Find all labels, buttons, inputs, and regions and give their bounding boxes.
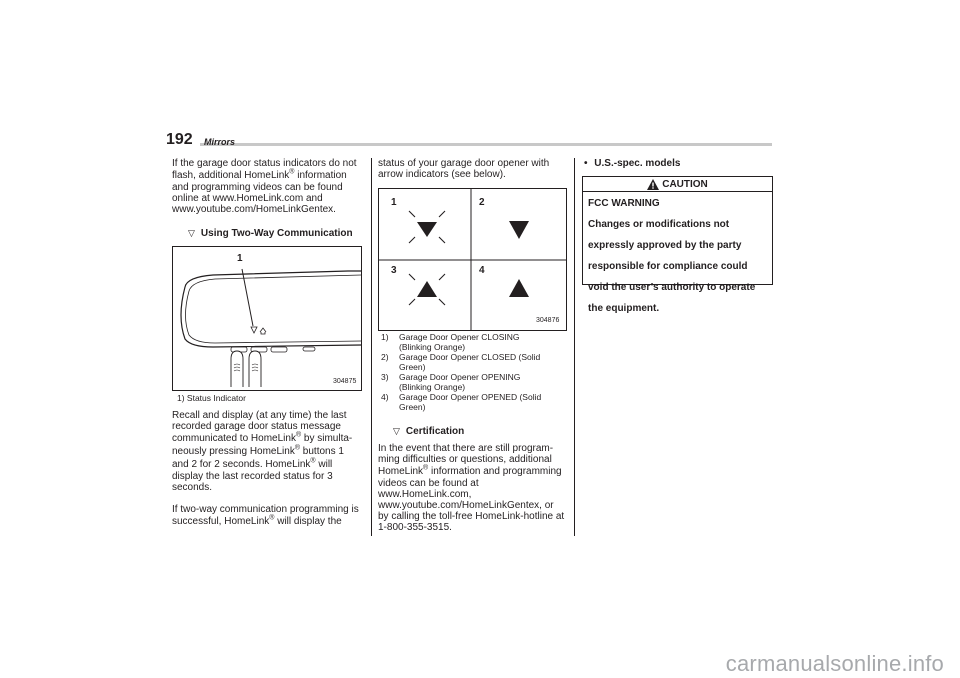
text-line: HomeLink® information and programming bbox=[378, 464, 562, 477]
text-line: www.youtube.com/HomeLinkGentex. bbox=[172, 204, 336, 215]
mirror-button bbox=[303, 347, 315, 351]
status-indicator-figure bbox=[172, 246, 362, 391]
text-line: If two-way communication programming is bbox=[172, 504, 359, 515]
text-line: neously pressing HomeLink® buttons 1 bbox=[172, 444, 344, 457]
caution-box bbox=[582, 176, 773, 314]
section-title: Mirrors bbox=[204, 137, 236, 147]
caution-line: Changes or modifications not bbox=[588, 219, 730, 230]
text-line: status of your garage door opener with bbox=[378, 158, 550, 169]
quadrant-label-3: 3 bbox=[391, 265, 397, 276]
text-line: seconds. bbox=[172, 482, 213, 493]
figure-caption: 1) Status Indicator bbox=[177, 393, 246, 403]
caution-header bbox=[583, 177, 772, 192]
text-line: flash, additional HomeLink® information bbox=[172, 168, 347, 181]
column-divider-2 bbox=[574, 158, 575, 536]
rearview-mirror-illustration bbox=[173, 247, 361, 390]
text-line: and 2 for 2 seconds. HomeLink® will bbox=[172, 457, 333, 470]
header-rule bbox=[200, 143, 772, 146]
status-indicator-icon bbox=[251, 327, 257, 333]
arrow-indicators-grid bbox=[379, 189, 566, 330]
figure-id: 304875 bbox=[333, 378, 357, 385]
subheading-triangle-icon: ▽ bbox=[393, 426, 400, 436]
subheading-triangle-icon: ▽ bbox=[188, 228, 195, 238]
caution-line: void the user’s authority to operate bbox=[588, 282, 756, 293]
home-icon bbox=[260, 328, 266, 334]
finger-right bbox=[249, 351, 261, 387]
col2-intro bbox=[378, 158, 566, 180]
bullet-text: U.S.-spec. models bbox=[594, 158, 681, 169]
text-line: by calling the toll-free HomeLink-hotline at bbox=[378, 511, 565, 522]
col2-subheading: ▽ Certification bbox=[393, 426, 465, 437]
text-line: www.HomeLink.com, bbox=[378, 489, 472, 500]
figure-id: 304876 bbox=[536, 317, 560, 324]
opened-solid-arrow-icon bbox=[509, 279, 529, 297]
caution-heading: FCC WARNING bbox=[588, 198, 660, 209]
caution-line: responsible for compliance could bbox=[588, 261, 748, 272]
quadrant-label-4: 4 bbox=[479, 265, 485, 276]
text-line: Recall and display (at any time) the last bbox=[172, 410, 347, 421]
closing-blinking-arrow-icon bbox=[417, 222, 437, 237]
col1-intro bbox=[172, 158, 362, 215]
text-line: In the event that there are still program- bbox=[378, 443, 554, 454]
caution-line: expressly approved by the party bbox=[588, 240, 742, 251]
col2-captions bbox=[381, 332, 563, 412]
legend-item: 1) Garage Door Opener CLOSING (Blinking Orange) bbox=[381, 332, 520, 352]
text-line: 1-800-355-3515. bbox=[378, 522, 452, 533]
watermark: carmanualsonline.info bbox=[725, 651, 944, 676]
legend-item: 2) Garage Door Opener CLOSED (Solid Green) bbox=[381, 352, 541, 372]
quadrant-label-1: 1 bbox=[391, 197, 397, 208]
page-number: 192 bbox=[166, 131, 193, 148]
closed-solid-arrow-icon bbox=[509, 221, 529, 239]
warning-triangle-icon bbox=[647, 179, 659, 190]
bullet-dot: • bbox=[584, 158, 588, 169]
col2-para bbox=[378, 443, 568, 533]
quadrant-label-2: 2 bbox=[479, 197, 485, 208]
callout-leader bbox=[242, 269, 253, 326]
arrow-indicators-figure bbox=[378, 188, 567, 331]
text-line: communicated to HomeLink® by simulta- bbox=[172, 431, 353, 444]
legend-item: 4) Garage Door Opener OPENED (Solid Green) bbox=[381, 392, 542, 412]
homelink-button-3 bbox=[271, 347, 287, 352]
mirror-inner-outline bbox=[186, 275, 362, 343]
text-line: If the garage door status indicators do not bbox=[172, 158, 357, 169]
text-line: online at www.HomeLink.com and bbox=[172, 193, 323, 204]
text-line: ming difficulties or questions, additional bbox=[378, 454, 552, 465]
text-line: videos can be found at bbox=[378, 478, 479, 489]
caution-line: the equipment. bbox=[588, 303, 660, 314]
text-line: successful, HomeLink® will display the bbox=[172, 514, 342, 527]
us-spec-bullet bbox=[584, 158, 680, 169]
figure-callout-1: 1 bbox=[237, 253, 243, 264]
text-line: display the last recorded status for 3 bbox=[172, 471, 333, 482]
text-line: www.youtube.com/HomeLinkGentex, or bbox=[378, 500, 554, 511]
mirror-outline bbox=[181, 271, 361, 347]
col1-para3 bbox=[172, 504, 362, 528]
text-line: arrow indicators (see below). bbox=[378, 169, 506, 180]
text-line: recorded garage door status message bbox=[172, 421, 341, 432]
finger-left bbox=[231, 351, 243, 387]
caution-title: CAUTION bbox=[662, 178, 708, 190]
opening-blinking-arrow-icon bbox=[417, 281, 437, 297]
text-line: and programming videos can be found bbox=[172, 182, 343, 193]
legend-item: 3) Garage Door Opener OPENING (Blinking Orange) bbox=[381, 372, 521, 392]
column-divider-1 bbox=[371, 158, 372, 536]
col1-para2 bbox=[172, 410, 362, 493]
caution-body bbox=[583, 192, 772, 314]
col1-subheading: ▽ Using Two-Way Communication bbox=[188, 228, 353, 239]
